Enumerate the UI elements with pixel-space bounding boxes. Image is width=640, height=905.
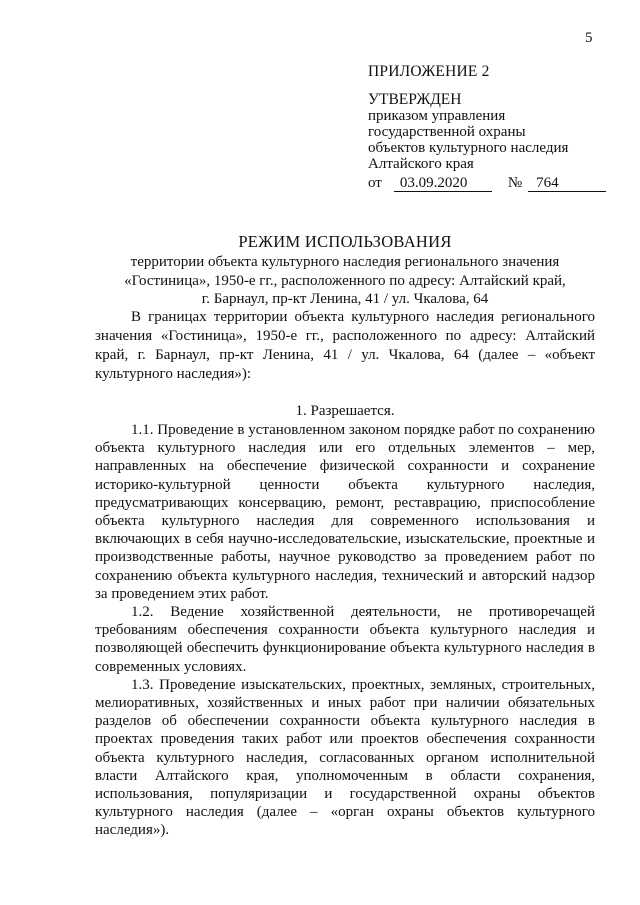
number-sign: № bbox=[507, 175, 523, 191]
approved-label: УТВЕРЖДЕН bbox=[368, 91, 462, 108]
appendix-block bbox=[368, 64, 608, 192]
page-number: 5 bbox=[585, 30, 593, 46]
document-title: РЕЖИМ ИСПОЛЬЗОВАНИЯ bbox=[238, 232, 452, 251]
subtitle-line: г. Барнаул, пр-кт Ленина, 41 / ул. Чкалова, 64 bbox=[201, 291, 489, 307]
approval-line: государственной охраны bbox=[368, 124, 526, 140]
section-heading: 1. Разрешается. bbox=[295, 403, 395, 419]
order-date: 03.09.2020 bbox=[394, 175, 492, 192]
order-line bbox=[368, 175, 608, 192]
subtitle-line: территории объекта культурного наследия регионального значения bbox=[130, 254, 560, 270]
from-label: от bbox=[368, 175, 382, 191]
intro-paragraph: В границах территории объекта культурного наследия регионального значения «Гостиница», 1950-е гг., расположенного по адресу: Алтайский край, г. Барнаул, пр-кт Ленина, 41 / ул. Чкалова, 64 (далее – «объект культурного наследия»): bbox=[95, 309, 595, 382]
document-body bbox=[95, 308, 595, 840]
item-paragraph: 1.2. Ведение хозяйственной деятельности, не противоречащей требованиям обеспечения сохранности объекта культурного наследия и позволяющей обеспечить функционирование объекта культурного наследия в современных условиях. bbox=[95, 604, 595, 675]
title-block bbox=[90, 232, 600, 308]
item-paragraph: 1.1. Проведение в установленном законом порядке работ по сохранению объекта культурного наследия или его отдельных элементов – мер, направленных на обеспечение физической сохранности и сохранение историко-культурной ценности объекта культурного наследия, предусматривающих консервацию, ремонт, реставрацию, приспособление объекта культурного наследия для современного использования и включающих в себя научно-исследовательские, изыскательские, проектные и производственные работы, научное руководство за проведением работ по сохранению объекта культурного наследия, технический и авторский надзор за проведением этих работ. bbox=[95, 422, 595, 602]
appendix-title: ПРИЛОЖЕНИЕ 2 bbox=[368, 63, 490, 80]
item-paragraph: 1.3. Проведение изыскательских, проектных, земляных, строительных, мелиоративных, хозяйственных и иных работ при наличии обязательных разделов об обеспечении сохранности объекта культурного наследия в проектах проведения таких работ или проектов обеспечения сохранности объекта культурного наследия, согласованных органом исполнительной власти Алтайского края, уполномоченным в области сохранения, использования, популяризации и государственной охраны объектов культурного наследия (далее – «орган охраны объектов культурного наследия»). bbox=[95, 676, 595, 839]
approval-line: Алтайского края bbox=[368, 156, 474, 172]
approval-line: объектов культурного наследия bbox=[368, 140, 569, 156]
approval-line: приказом управления bbox=[368, 108, 506, 124]
order-number: 764 bbox=[528, 175, 606, 192]
subtitle-line: «Гостиница», 1950-е гг., расположенного по адресу: Алтайский край, bbox=[124, 272, 566, 289]
